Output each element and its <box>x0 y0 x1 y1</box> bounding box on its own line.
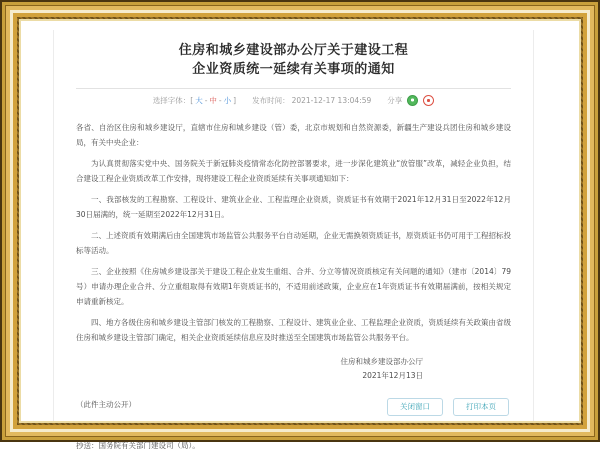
font-size-small-link[interactable]: 小 <box>223 96 232 105</box>
print-page-button[interactable]: 打印本页 <box>453 398 509 416</box>
font-size-dash2: - <box>218 96 222 105</box>
notice-item-2: 二、上述资质有效期满后由全国建筑市场监管公共服务平台自动延期，企业无需换领资质证书，原资质证书仍可用于工程招标投标等活动。 <box>76 231 511 255</box>
page-title <box>54 41 533 79</box>
title-separator <box>76 88 511 89</box>
content-column <box>53 30 534 450</box>
share-label: 分享 <box>387 96 403 105</box>
page-title-line2: 企业资质统一延续有关事项的通知 <box>192 62 395 77</box>
notice-item-1: 一、我部核发的工程勘察、工程设计、建筑业企业、工程监理企业资质，资质证书有效期于2021年12月31日至2022年12月30日届满的，统一延期至2022年12月31日。 <box>76 195 511 219</box>
action-button-row <box>387 398 509 416</box>
publish-time-value: 2021-12-17 13:04:59 <box>291 96 372 105</box>
notice-item-3: 三、企业按照《住房城乡建设部关于建设工程企业发生重组、合并、分立等情况资质核定有关问题的通知》（建市〔2014〕79号）申请办理企业合并、分立重组取得有效期1年资质证书的，不适用前述政策，企业应在1年资质证书有效期届满前，按相关规定申请重新核定。 <box>76 267 511 306</box>
opening-paragraph: 为认真贯彻落实党中央、国务院关于新冠肺炎疫情常态化防控部署要求，进一步深化建筑业“放管服”改革，减轻企业负担，结合建设工程企业资质改革工作安排，现将建设工程企业资质延续有关事项通知如下： <box>76 159 511 183</box>
font-size-large-link[interactable]: 大 <box>195 96 203 105</box>
disclosure-note: （此件主动公开） <box>76 400 136 409</box>
font-size-label-end: ] <box>233 96 237 105</box>
signature-date: 2021年12月13日 <box>362 371 423 380</box>
font-size-medium-link[interactable]: 中 <box>209 96 217 105</box>
signature-block <box>76 355 511 383</box>
notice-webpage <box>21 21 579 450</box>
meta-bar <box>54 95 533 106</box>
font-size-label: 选择字体：[ <box>152 96 194 105</box>
font-size-dash1: - <box>204 96 208 105</box>
cc-note: 抄送：国务院有关部门建设司（局）。 <box>76 441 200 450</box>
signature-org: 住房和城乡建设部办公厅 <box>340 357 423 366</box>
page-title-line1: 住房和城乡建设部办公厅关于建设工程 <box>178 43 409 58</box>
wechat-share-icon[interactable] <box>407 95 418 106</box>
weibo-share-icon[interactable] <box>423 95 434 106</box>
publish-time-label: 发布时间： <box>252 96 290 105</box>
notice-item-4: 四、地方各级住房和城乡建设主管部门核发的工程勘察、工程设计、建筑业企业、工程监理企业资质，资质延续有关政策由省级住房和城乡建设主管部门确定，相关企业资质延续信息应及时推送至全国建筑市场监管公共服务平台。 <box>76 318 511 342</box>
salutation-line: 各省、自治区住房和城乡建设厅，直辖市住房和城乡建设（管）委，北京市规划和自然资源委，新疆生产建设兵团住房和城乡建设局，有关中央企业： <box>76 123 511 147</box>
close-window-button[interactable]: 关闭窗口 <box>387 398 443 416</box>
